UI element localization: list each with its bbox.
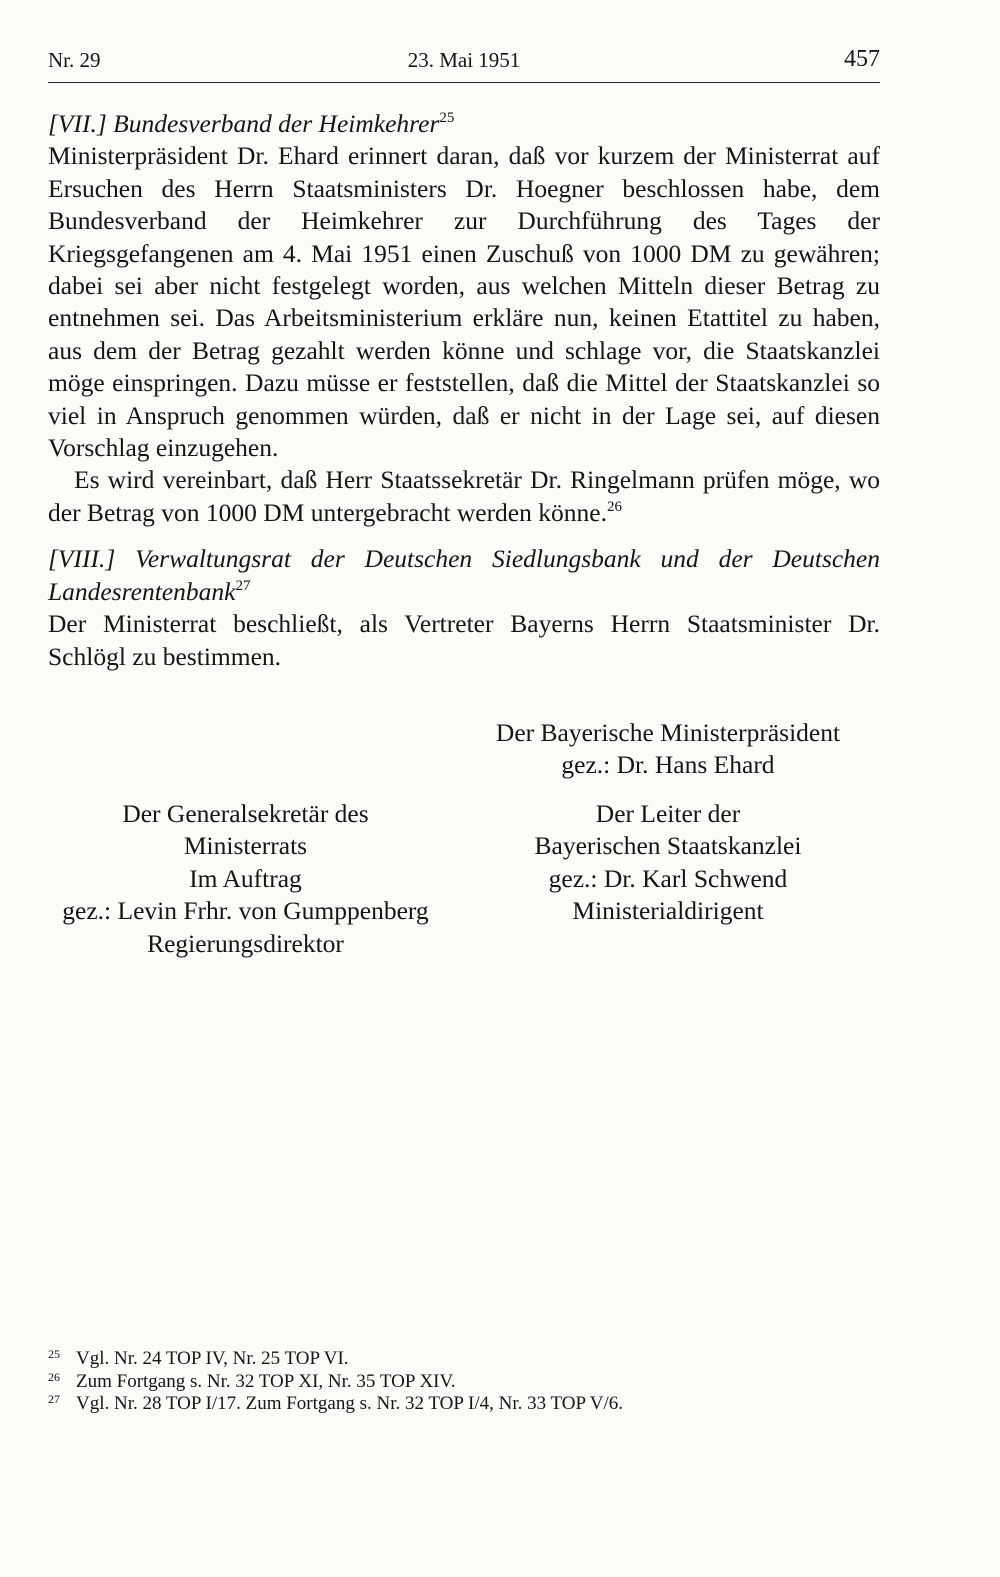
chancellery-head-name: gez.: Dr. Karl Schwend: [548, 863, 788, 893]
chancellery-head-rank: Ministerialdirigent: [572, 896, 764, 926]
footnote-number: 27: [48, 1392, 60, 1406]
footnote-number: 25: [48, 1347, 60, 1361]
footnote-text: Vgl. Nr. 24 TOP IV, Nr. 25 TOP VI.: [76, 1348, 349, 1369]
president-name: gez.: Dr. Hans Ehard: [561, 750, 775, 780]
general-secretary-title-1: Der Generalsekretär des: [122, 799, 369, 828]
footnotes: [48, 1348, 880, 1416]
footnote-text: Zum Fortgang s. Nr. 32 TOP XI, Nr. 35 TOP XIV.: [76, 1370, 456, 1392]
general-secretary-signature: [48, 798, 443, 960]
president-title: Der Bayerische Ministerpräsident: [495, 718, 841, 747]
president-signature: [468, 717, 868, 782]
section-viii-number: [VIII.]: [48, 544, 116, 574]
footnote-ref-25[interactable]: 25: [439, 110, 455, 126]
section-vii-paragraph-1: Ministerpräsident Dr. Ehard erinnert daran, daß vor kurzem der Ministerrat auf Ersuchen des Herrn Staatsministers Dr. Hoegner beschlossen habe, dem Bundesverband der Heimkehrer zur Durchführung des Tages der Kriegsgefangenen am 4. Mai 1951 einen Zuschuß von 1000 DM zu gewähren; dabei sei aber nicht festgelegt worden, aus welchen Mitteln dieser Betrag zu entnehmen sei. Das Arbeitsministerium erkläre nun, keinen Etattitel zu haben, aus dem der Betrag gezahlt werden könne und schlage vor, die Staatskanzlei möge einspringen. Dazu müsse er feststellen, daß die Mittel der Staatskanzlei so viel in Anspruch genommen würden, daß er nicht in der Lage sei, auf diesen Vorschlag einzugehen.: [48, 141, 880, 463]
running-head: [48, 48, 880, 83]
page-number: 457: [844, 46, 880, 72]
general-secretary-rank: Regierungsdirektor: [147, 928, 344, 958]
section-vii-paragraph-2: [48, 464, 880, 529]
section-viii-title: Verwaltungsrat der Deutschen Siedlungsbank und der Deutschen Landesrentenbank: [48, 544, 880, 606]
general-secretary-name: gez.: Levin Frhr. von Gumppenberg: [62, 896, 429, 926]
footnote-27: [48, 1393, 880, 1416]
general-secretary-title-2: Ministerrats: [183, 831, 308, 861]
chancellery-head-signature: [503, 798, 833, 928]
footnote-ref-26[interactable]: 26: [606, 498, 622, 515]
general-secretary-on-behalf: Im Auftrag: [189, 863, 302, 893]
document-number: Nr. 29: [48, 48, 101, 72]
session-date: 23. Mai 1951: [407, 48, 521, 72]
footnote-ref-27[interactable]: 27: [235, 577, 251, 594]
section-vii-number: [VII.]: [48, 109, 107, 138]
footnote-26: [48, 1371, 880, 1394]
section-vii-title: Bundesverband der Heimkehrer: [113, 109, 440, 138]
chancellery-head-title-2: Bayerischen Staatskanzlei: [534, 831, 802, 861]
section-vii-heading: [48, 108, 880, 140]
footnote-25: [48, 1348, 880, 1371]
chancellery-head-title-1: Der Leiter der: [595, 799, 741, 828]
footnote-number: 26: [48, 1369, 60, 1384]
section-viii-heading: [48, 543, 880, 608]
footnote-text: Vgl. Nr. 28 TOP I/17. Zum Fortgang s. Nr. 32 TOP I/4, Nr. 33 TOP V/6.: [76, 1393, 624, 1414]
section-viii-paragraph-1: Der Ministerrat beschließt, als Vertreter Bayerns Herrn Staatsminister Dr. Schlögl zu bestimmen.: [48, 609, 880, 671]
main-text: [48, 108, 880, 673]
section-vii-paragraph-2-text: Es wird vereinbart, daß Herr Staatssekretär Dr. Ringelmann prüfen möge, wo der Betrag von 1000 DM untergebracht werden könne.: [48, 465, 880, 527]
